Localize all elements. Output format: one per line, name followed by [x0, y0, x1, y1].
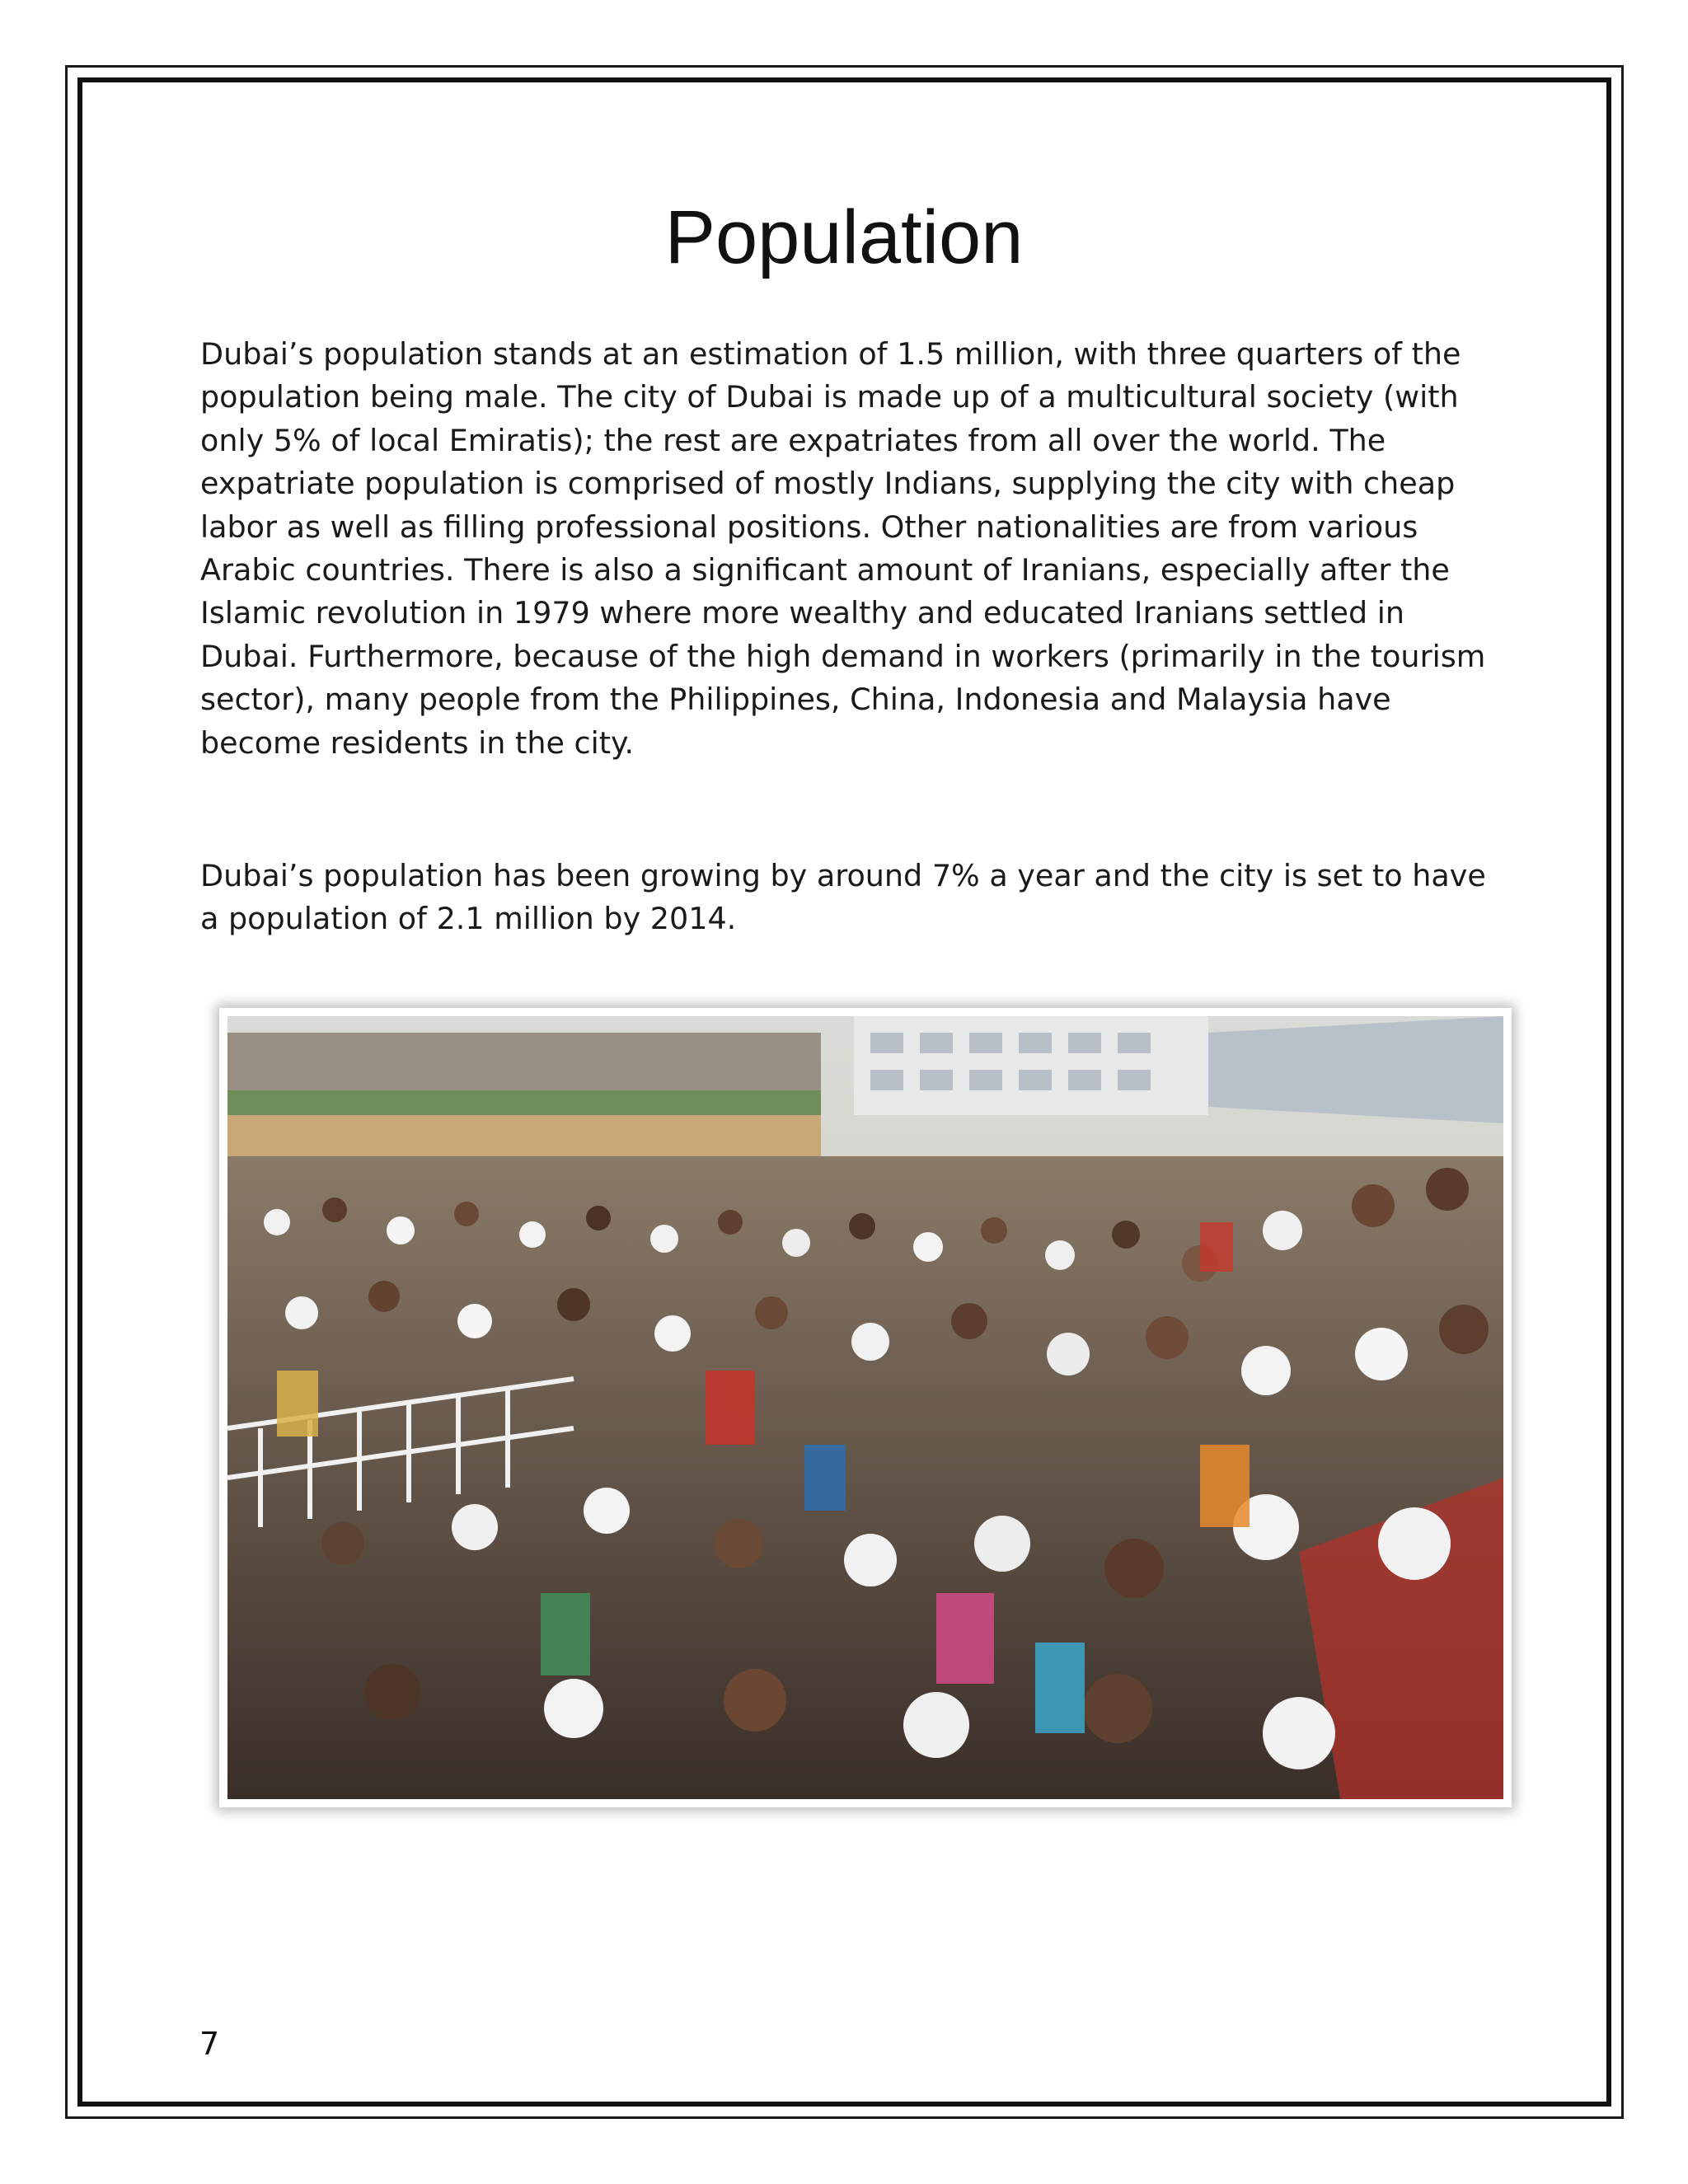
crowd-photo — [219, 1008, 1512, 1807]
population-paragraph: Dubai’s population stands at an estimation of 1.5 million, with three quarters of the population being male. The city of Dubai is made up of a multicultural society (with only 5% of local Emiratis); the rest are expatriates from all over the world. The expatriate population is comprised of mostly Indians, supplying the city with cheap labor as well as filling professional positions. Other nationalities are from various Arabic countries. There is also a significant amount of Iranians, especially after the Islamic revolution in 1979 where more wealthy and educated Iranians settled in Dubai. Furthermore, because of the high demand in workers (primarily in the tourism sector), many people from the Philippines, China, Indonesia and Malaysia have become residents in the city. — [200, 336, 1486, 761]
crowd-photo-image — [227, 1016, 1503, 1799]
growth-paragraph: Dubai’s population has been growing by around 7% a year and the city is set to have a population of 2.1 million by 2014. — [200, 858, 1486, 937]
page-title: Population — [664, 195, 1024, 279]
page-number: 7 — [199, 2026, 220, 2062]
